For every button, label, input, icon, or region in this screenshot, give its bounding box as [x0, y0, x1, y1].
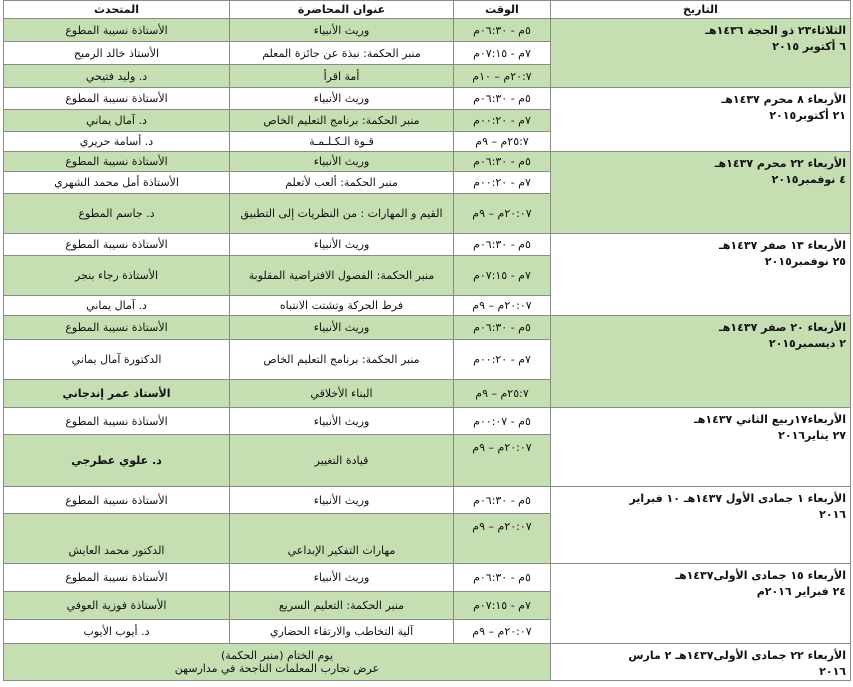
speaker-cell: الأستاذة نسيبة المطوع [4, 88, 230, 110]
time-cell: ٢٥:٧م – ٩م [454, 132, 551, 152]
header-time: الوقت [454, 1, 551, 19]
title-cell: وريث الأنبياء [230, 88, 454, 110]
time-cell: ٢٠:٠٧م – ٩م [454, 620, 551, 644]
title-cell: أمة اقرأ [230, 65, 454, 88]
time-cell: ٢٠:٠٧م – ٩م [454, 296, 551, 316]
table-row [4, 644, 851, 681]
title-cell: البناء الأخلاقي [230, 380, 454, 408]
speaker-cell: د. وليد فتيحي [4, 65, 230, 88]
speaker-cell: د. آمال يماني [4, 110, 230, 132]
date-cell: الأربعاء ١ جمادى الأول ١٤٣٧هـ ١٠ فبراير ٢٠١٦ [551, 487, 851, 564]
date-cell: الثلاثاء٢٣ ذو الحجة ١٤٣٦هـ ٦ أكتوبر ٢٠١٥ [551, 19, 851, 88]
title-cell: وريث الأنبياء [230, 234, 454, 256]
title-cell: مهارات التفكير الإبداعي [230, 514, 454, 564]
table-row [4, 408, 851, 435]
title-cell: منبر الحكمة: التعليم السريع [230, 592, 454, 620]
header-date: التاريخ [551, 1, 851, 19]
title-cell: وريث الأنبياء [230, 316, 454, 340]
date-cell: الأربعاء ١٣ صفر ١٤٣٧هـ ٢٥ نوفمبر٢٠١٥ [551, 234, 851, 316]
time-cell: ٥م - ٠٦:٣٠م [454, 19, 551, 42]
speaker-cell: د. جاسم المطوع [4, 194, 230, 234]
time-cell: ٧م - ٠٧:١٥م [454, 256, 551, 296]
time-cell: ٧م - ٠٧:١٥م [454, 42, 551, 65]
speaker-cell: الأستاذة نسيبة المطوع [4, 152, 230, 172]
time-cell: ٥م - ٠٦:٣٠م [454, 487, 551, 514]
title-cell: وريث الأنبياء [230, 19, 454, 42]
speaker-cell: د. علوي عطرجي [4, 435, 230, 487]
table-row [4, 316, 851, 340]
time-cell: ٥م - ٠٦:٣٠م [454, 152, 551, 172]
speaker-cell: د. أيوب الأيوب [4, 620, 230, 644]
closing-cell: يوم الختام (منبر الحكمة) عرض تجارب المعلمات الناجحة في مدارسهن [4, 644, 551, 681]
time-cell: ٥م - ٠٠:٠٧م [454, 408, 551, 435]
time-cell: ٧م - ٠٠:٢٠م [454, 340, 551, 380]
header-speaker: المتحدث [4, 1, 230, 19]
time-cell: ٢٠:٧م – ١٠م [454, 65, 551, 88]
time-cell: ٥م - ٠٦:٣٠م [454, 564, 551, 592]
title-cell: وريث الأنبياء [230, 408, 454, 435]
table-row [4, 487, 851, 514]
time-cell: ٥م - ٠٦:٣٠م [454, 88, 551, 110]
table-row [4, 88, 851, 110]
speaker-cell: الأستاذة نسيبة المطوع [4, 487, 230, 514]
speaker-cell: الأستاذة نسيبة المطوع [4, 408, 230, 435]
table-row [4, 234, 851, 256]
time-cell: ٢٥:٧م – ٩م [454, 380, 551, 408]
header-title: عنوان المحاضرة [230, 1, 454, 19]
date-cell: الأربعاء ٢٢ جمادى الأولى١٤٣٧هـ ٢ مارس ٢٠١٦ [551, 644, 851, 681]
title-cell: قـوة الـكـلـمـة [230, 132, 454, 152]
title-cell: القيم و المهارات : من النظريات إلى التطبيق [230, 194, 454, 234]
speaker-cell: الأستاذة نسيبة المطوع [4, 19, 230, 42]
time-cell: ٢٠:٠٧م – ٩م [454, 194, 551, 234]
date-cell: الأربعاء١٧ربيع الثاني ١٤٣٧هـ ٢٧ يناير٢٠١٦ [551, 408, 851, 487]
date-cell: الأربعاء ٨ محرم ١٤٣٧هـ ٢١ أكتوبر٢٠١٥ [551, 88, 851, 152]
speaker-cell: د. أسامة حريري [4, 132, 230, 152]
lecture-schedule-table [3, 0, 851, 681]
table-row [4, 19, 851, 42]
title-cell: فرط الحركة وتشتت الانتباه [230, 296, 454, 316]
speaker-cell: الدكتورة آمال يماني [4, 340, 230, 380]
title-cell: منبر الحكمة: برنامج التعليم الخاص [230, 340, 454, 380]
speaker-cell: الأستاذ خالد الرميح [4, 42, 230, 65]
speaker-cell: الأستاذة نسيبة المطوع [4, 234, 230, 256]
speaker-cell: الأستاذة فوزية العوفي [4, 592, 230, 620]
title-cell: منبر الحكمة: نبذة عن جائزة المعلم [230, 42, 454, 65]
title-cell: وريث الأنبياء [230, 564, 454, 592]
speaker-cell: د. آمال يماني [4, 296, 230, 316]
date-cell: الأربعاء ٢٢ محرم ١٤٣٧هـ ٤ نوفمبر٢٠١٥ [551, 152, 851, 234]
title-cell: آلية التخاطب والارتقاء الحضاري [230, 620, 454, 644]
table-row [4, 564, 851, 592]
time-cell: ٢٠:٠٧م – ٩م [454, 435, 551, 487]
table-row [4, 152, 851, 172]
time-cell: ٥م - ٠٦:٣٠م [454, 316, 551, 340]
title-cell: منبر الحكمة: برنامج التعليم الخاص [230, 110, 454, 132]
time-cell: ٧م - ٠٠:٢٠م [454, 172, 551, 194]
speaker-cell: الدكتور محمد العايش [4, 514, 230, 564]
time-cell: ٧م - ٠٧:١٥م [454, 592, 551, 620]
title-cell: وريث الأنبياء [230, 152, 454, 172]
speaker-cell: الأستاذة رجاء بنجر [4, 256, 230, 296]
title-cell: منبر الحكمة: ألعب لأتعلم [230, 172, 454, 194]
date-cell: الأربعاء ١٥ جمادى الأولى١٤٣٧هـ ٢٤ فبراير ٢٠١٦م [551, 564, 851, 644]
speaker-cell: الأستاذة نسيبة المطوع [4, 316, 230, 340]
speaker-cell: الأستاذ عمر إندجاني [4, 380, 230, 408]
header-row [4, 1, 851, 19]
time-cell: ٥م - ٠٦:٣٠م [454, 234, 551, 256]
speaker-cell: الأستاذة نسيبة المطوع [4, 564, 230, 592]
speaker-cell: الأستاذة أمل محمد الشهري [4, 172, 230, 194]
title-cell: وريث الأنبياء [230, 487, 454, 514]
time-cell: ٢٠:٠٧م – ٩م [454, 514, 551, 564]
date-cell: الأربعاء ٢٠ صفر ١٤٣٧هـ ٢ ديسمبر٢٠١٥ [551, 316, 851, 408]
title-cell: منبر الحكمة: الفصول الافتراضية المقلوبة [230, 256, 454, 296]
time-cell: ٧م - ٠٠:٢٠م [454, 110, 551, 132]
title-cell: قيادة التغيير [230, 435, 454, 487]
